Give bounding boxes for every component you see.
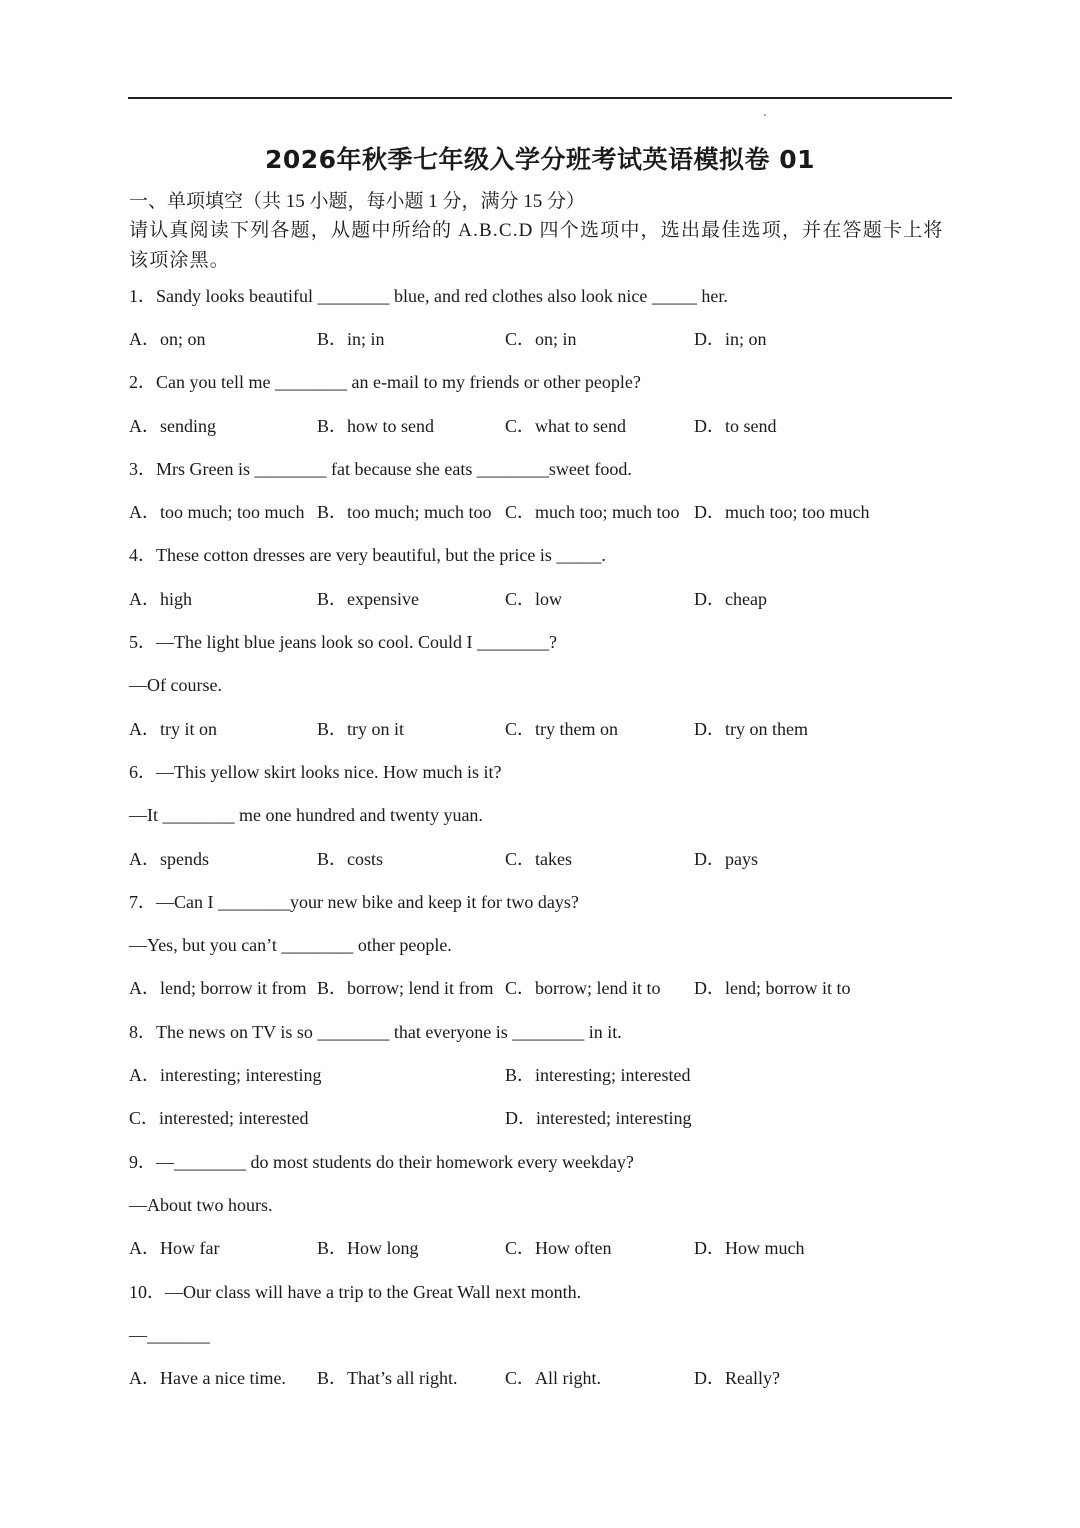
question-4-option-b: B．expensive [317,589,419,609]
question-9-option-d: D．How much [694,1238,805,1258]
header-rule [128,97,952,99]
question-3-option-a: A．too much; too much [129,502,305,522]
question-1-option-b: B．in; in [317,329,385,349]
question-6-option-c: C．takes [505,849,572,869]
question-2-option-c: C．what to send [505,416,626,436]
question-6-option-b: B．costs [317,849,384,869]
question-4-stem: 4．These cotton dresses are very beautiful, but the price is _____. [129,545,606,565]
question-10-reply: —_______ [129,1325,210,1345]
question-5-stem: 5．—The light blue jeans look so cool. Could I ________? [129,632,557,652]
question-5-reply: —Of course. [129,675,222,695]
page-title: 2026年秋季七年级入学分班考试英语模拟卷 01 [264,145,816,174]
question-4-option-a: A．high [129,589,192,609]
question-2-stem: 2．Can you tell me ________ an e-mail to my friends or other people? [129,372,641,392]
question-8-stem: 8．The news on TV is so ________ that everyone is ________ in it. [129,1022,622,1042]
question-1-option-d: D．in; on [694,329,767,349]
question-10-option-d: D．Really? [694,1368,780,1388]
question-2-option-b: B．how to send [317,416,434,436]
question-1-option-a: A．on; on [129,329,206,349]
section-instruction: 请认真阅读下列各题，从题中所给的 A.B.C.D 四个选项中，选出最佳选项，并在答题卡上将该项涂黑。 [129,220,944,271]
question-1-stem: 1．Sandy looks beautiful ________ blue, and red clothes also look nice _____ her. [129,286,728,306]
question-8-option-c: C．interested; interested [129,1108,309,1128]
question-6-stem: 6．—This yellow skirt looks nice. How much is it? [129,762,502,782]
question-2-option-a: A．sending [129,416,216,436]
question-7-option-c: C．borrow; lend it to [505,978,661,998]
question-8-option-d: D．interested; interesting [505,1108,692,1128]
header-dot [764,114,766,116]
question-4-option-d: D．cheap [694,589,767,609]
question-3-option-c: C．much too; much too [505,502,680,522]
question-5-option-a: A．try it on [129,719,217,739]
question-7-reply: —Yes, but you can’t ________ other people. [129,935,452,955]
question-2-option-d: D．to send [694,416,777,436]
question-3-option-d: D．much too; too much [694,502,870,522]
question-5-option-d: D．try on them [694,719,808,739]
question-7-option-b: B．borrow; lend it from [317,978,494,998]
question-6-option-d: D．pays [694,849,758,869]
question-9-option-b: B．How long [317,1238,419,1258]
question-7-stem: 7．—Can I ________your new bike and keep it for two days? [129,892,579,912]
question-5-option-c: C．try them on [505,719,618,739]
question-9-stem: 9．—________ do most students do their homework every weekday? [129,1152,634,1172]
question-6-reply: —It ________ me one hundred and twenty yuan. [129,805,483,825]
question-8-option-a: A．interesting; interesting [129,1065,322,1085]
question-9-option-c: C．How often [505,1238,612,1258]
question-3-option-b: B．too much; much too [317,502,492,522]
question-10-option-c: C．All right. [505,1368,602,1388]
question-7-option-a: A．lend; borrow it from [129,978,307,998]
question-3-stem: 3．Mrs Green is ________ fat because she eats ________sweet food. [129,459,632,479]
question-9-reply: —About two hours. [129,1195,273,1215]
question-8-option-b: B．interesting; interested [505,1065,691,1085]
question-9-option-a: A．How far [129,1238,220,1258]
question-10-option-a: A．Have a nice time. [129,1368,286,1388]
question-10-option-b: B．That’s all right. [317,1368,458,1388]
section-heading: 一、单项填空（共 15 小题，每小题 1 分，满分 15 分） [129,191,586,212]
question-6-option-a: A．spends [129,849,209,869]
question-5-option-b: B．try on it [317,719,405,739]
question-4-option-c: C．low [505,589,563,609]
question-1-option-c: C．on; in [505,329,577,349]
question-10-stem: 10．—Our class will have a trip to the Great Wall next month. [129,1282,582,1302]
question-7-option-d: D．lend; borrow it to [694,978,851,998]
